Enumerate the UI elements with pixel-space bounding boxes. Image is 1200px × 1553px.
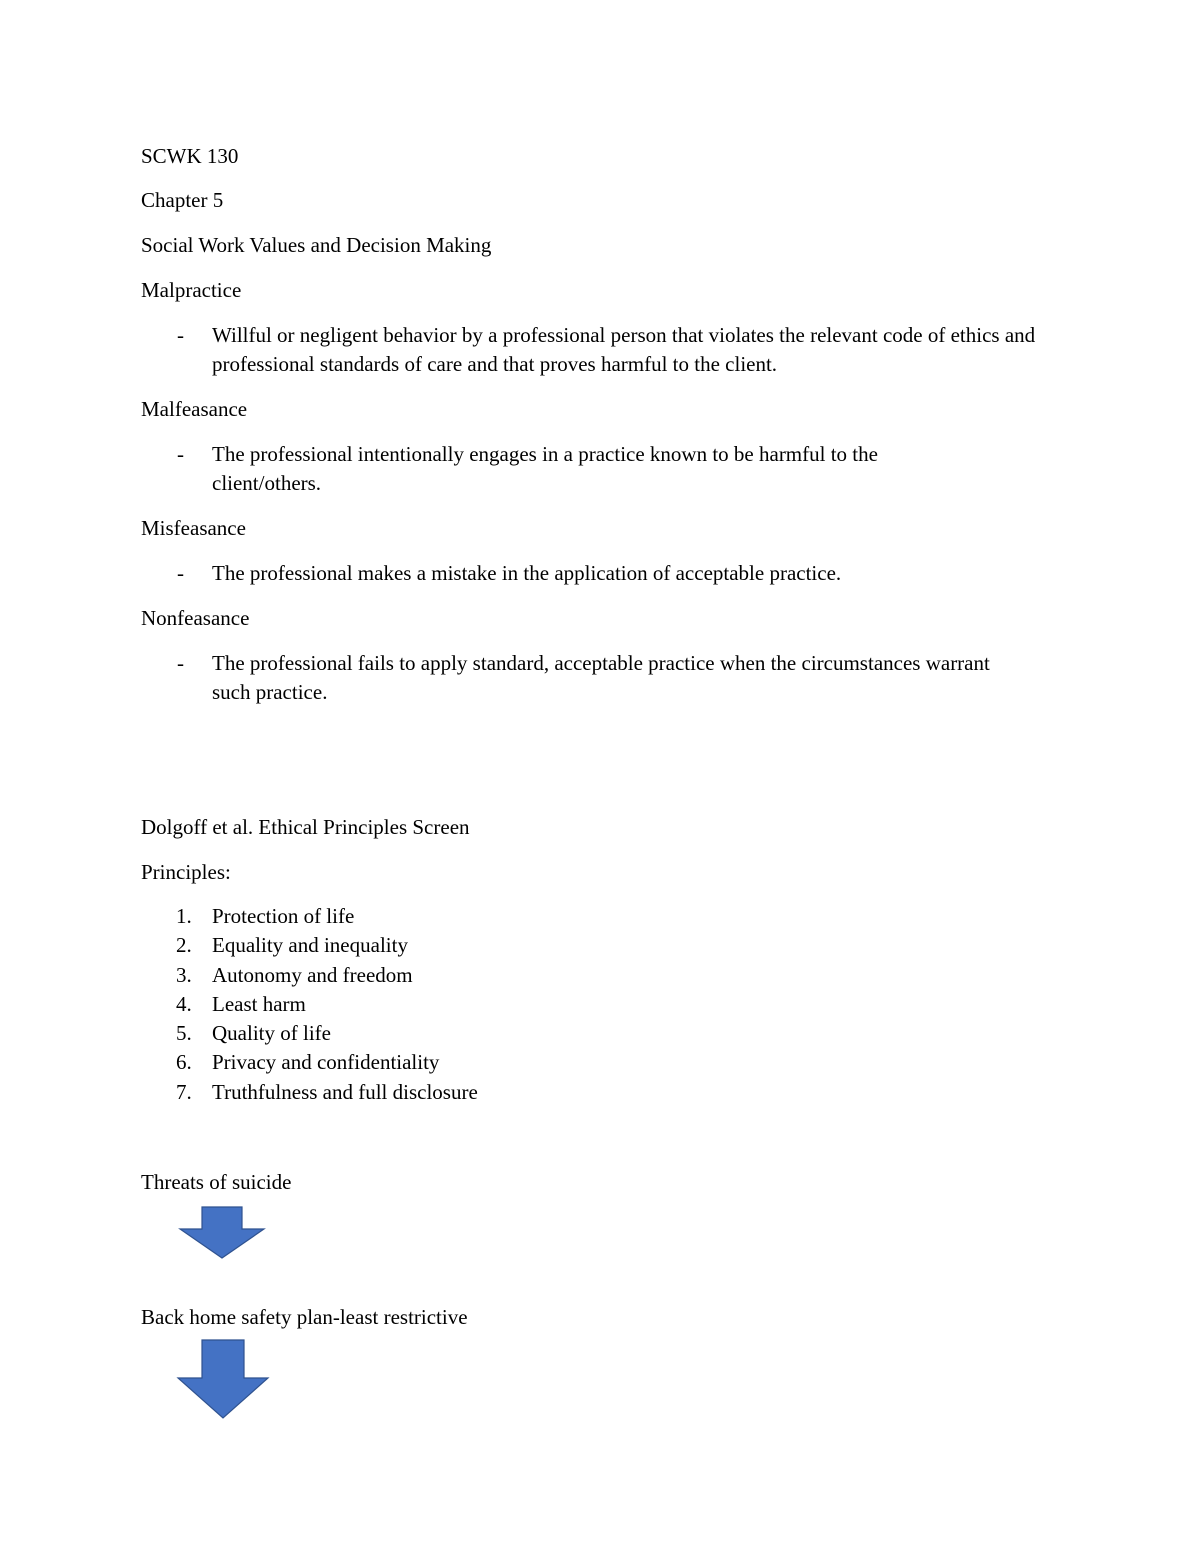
term-malfeasance: Malfeasance <box>141 397 248 421</box>
definition-text: The professional makes a mistake in the application of acceptable practice. <box>212 561 842 585</box>
list-number: 2. <box>176 933 192 958</box>
list-number: 5. <box>176 1021 192 1046</box>
definition-text: Willful or negligent behavior by a professional person that violates the relevant code of ethics and professional standards of care and that proves harmful to the client. <box>212 323 1036 376</box>
down-arrow-icon <box>175 1338 271 1422</box>
list-number: 7. <box>176 1079 192 1104</box>
down-arrow-icon <box>176 1205 268 1261</box>
flow-step-safety-plan: Back home safety plan-least restrictive <box>141 1305 468 1329</box>
definition-nonfeasance <box>141 649 1071 707</box>
list-text: Quality of life <box>212 1021 331 1046</box>
term-nonfeasance: Nonfeasance <box>141 606 250 630</box>
topic-heading: Social Work Values and Decision Making <box>141 233 492 257</box>
chapter-heading: Chapter 5 <box>141 188 224 212</box>
list-text: Equality and inequality <box>212 933 408 958</box>
term-misfeasance: Misfeasance <box>141 516 246 540</box>
flow-step-threats-of-suicide: Threats of suicide <box>141 1170 292 1194</box>
bullet-dash: - <box>177 651 184 675</box>
bullet-dash: - <box>177 561 184 585</box>
down-arrow-shape <box>178 1340 268 1418</box>
list-number: 1. <box>176 904 192 928</box>
screen-title: Dolgoff et al. Ethical Principles Screen <box>141 815 470 839</box>
definition-malfeasance <box>141 440 1071 498</box>
definition-text: The professional fails to apply standard, acceptable practice when the circumstances warrant such practice. <box>212 651 990 704</box>
list-text: Autonomy and freedom <box>212 962 413 987</box>
definition-malpractice <box>141 321 1071 379</box>
term-malpractice: Malpractice <box>141 278 242 302</box>
principles-label: Principles: <box>141 860 231 884</box>
down-arrow-shape <box>180 1207 264 1258</box>
list-number: 3. <box>176 962 192 987</box>
list-text: Least harm <box>212 991 306 1016</box>
list-number: 4. <box>176 991 192 1016</box>
bullet-dash: - <box>177 442 184 466</box>
list-text: Protection of life <box>212 904 355 928</box>
definition-misfeasance <box>141 559 1071 588</box>
definition-text: The professional intentionally engages in a practice known to be harmful to the client/others. <box>212 442 878 495</box>
course-code: SCWK 130 <box>141 144 239 168</box>
bullet-dash: - <box>177 323 184 347</box>
list-text: Privacy and confidentiality <box>212 1050 440 1075</box>
list-text: Truthfulness and full disclosure <box>212 1079 478 1104</box>
list-number: 6. <box>176 1050 192 1075</box>
